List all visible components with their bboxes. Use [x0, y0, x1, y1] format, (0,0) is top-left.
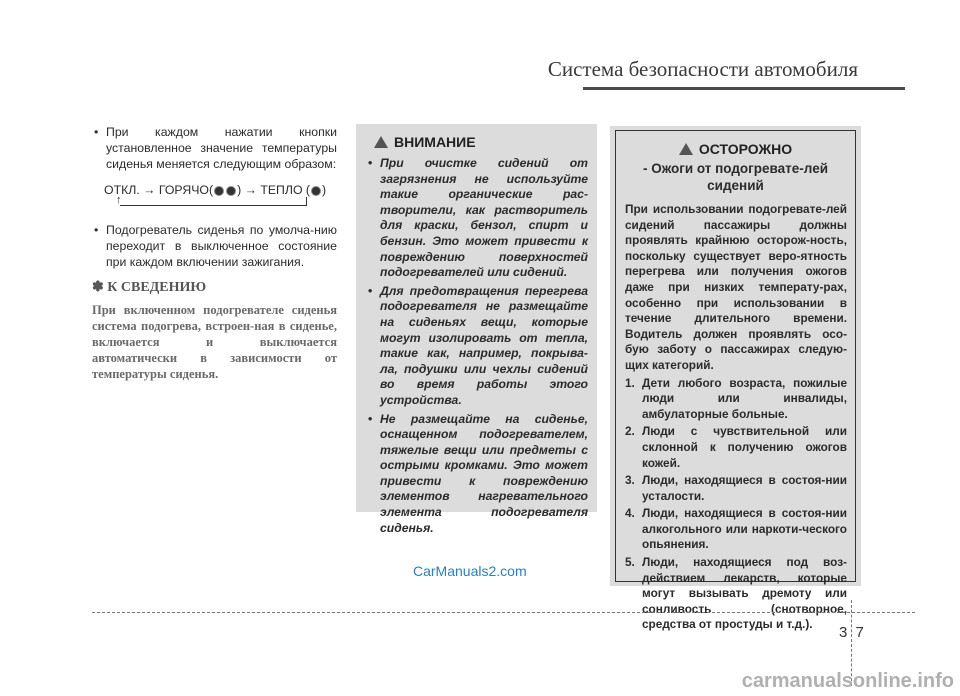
item-number: 3.	[625, 473, 635, 488]
warning-item	[625, 473, 847, 504]
item-text: Люди, находящиеся в состоя-нии усталости.	[642, 473, 847, 503]
sequence-line	[104, 182, 326, 198]
seq-close: )	[322, 183, 327, 197]
item-text: Люди, находящиеся в состоя-нии алкогольного или наркоти-ческого опьянения.	[642, 506, 847, 552]
warning-item	[625, 555, 847, 633]
seq-warm: ТЕПЛО (	[260, 183, 311, 197]
temperature-sequence	[92, 180, 337, 216]
loop-back-line	[120, 197, 307, 206]
bullet-default-off: • Подогреватель сиденья по умолча-нию переходит в выключенное состояние при каждом включении зажигания.	[92, 222, 337, 270]
footer-rule	[92, 612, 915, 613]
arrow-icon: →	[143, 183, 156, 197]
caution-item: • При очистке сидений от загрязнения не используйте такие органические рас-творители, как растворитель для краски, бензол, спирт и бензин. Это может привести к повреждению поверхностей подогревателей или сидений.	[368, 156, 588, 281]
header-rule	[583, 87, 905, 90]
caution-box	[356, 124, 597, 535]
up-arrow-icon: ↑	[116, 194, 122, 206]
warning-subtitle: - Ожоги от подогревате-лей сидений	[642, 161, 829, 193]
page-number	[839, 624, 866, 641]
item-number: 4.	[625, 506, 635, 521]
seat-heat-icon	[214, 186, 224, 196]
item-text: Дети любого возраста, пожилые люди или инвалиды, амбулаторные больные.	[642, 375, 847, 421]
item-text: Люди с чувствительной или склонной к получению ожогов кожей.	[642, 424, 847, 470]
warning-heading	[616, 141, 855, 158]
seq-off: ОТКЛ.	[104, 183, 140, 197]
warning-triangle-icon	[679, 143, 693, 155]
warning-frame	[615, 130, 856, 632]
seat-heat-icon	[226, 186, 236, 196]
warning-box	[610, 126, 861, 632]
caution-item: • Для предотвращения перегрева подогревателя не размещайте на сиденьях вещи, которые могут изолировать от тепла, такие как, например, покрыва-ла, подушки или чехлы сидений во время работы этого устройства.	[368, 284, 588, 409]
item-number: 1.	[625, 375, 635, 390]
item-number: 5.	[625, 555, 635, 570]
item-number: 2.	[625, 424, 635, 439]
seat-heat-icon	[311, 186, 321, 196]
caution-list	[368, 156, 588, 539]
caution-item: • Не размещайте на сиденье, оснащенном подогревателем, тяжелые вещи или предметы с острыми кромками. Это может привести к повреждению элементов нагревательного элемента подогревателя сиденья.	[368, 412, 588, 537]
bullet-button-press: • При каждом нажатии кнопки установленное значение температуры сиденья меняется следующим образом:	[92, 124, 337, 172]
item-text: Люди, находящиеся под воз-действием лекарств, которые могут вызывать дремоту или сонливость (снотворное, средства от простуды и т.д.).	[642, 555, 847, 632]
left-column	[92, 124, 337, 382]
seq-close: )	[237, 183, 242, 197]
page-index: 7	[855, 624, 866, 641]
warning-item	[625, 424, 847, 471]
warning-item	[625, 506, 847, 553]
warning-body	[625, 202, 847, 633]
caution-title: ВНИМАНИЕ	[394, 134, 476, 150]
warning-intro: При использовании подогревате-лей сидений пассажиры должны проявлять крайнюю осторож-ность, поскольку существует веро-ятность перегрева или получения ожогов даже при низких температу-рах, особенно при использовании в течение длительного времени. Водитель должен проявлять осо-бую заботу о пассажирах следую-щих категорий.	[625, 202, 847, 372]
seq-hot: ГОРЯЧО(	[158, 183, 214, 197]
info-title: ✽ К СВЕДЕНИЮ	[92, 280, 207, 295]
caution-heading	[374, 134, 476, 150]
warning-title: ОСТОРОЖНО	[698, 141, 793, 157]
warning-item	[625, 376, 847, 423]
arrow-icon: →	[244, 183, 257, 197]
page-section: 3	[839, 624, 850, 641]
section-title: Система безопасности автомобиля	[547, 57, 858, 81]
warning-triangle-icon	[374, 136, 388, 148]
info-body: При включенном подогревателе сиденья система подогрева, встроен-ная в сиденье, включается и выключается автоматически в зависимости от температуры сиденья.	[92, 303, 337, 381]
watermark-site: carmanualsonline.info	[741, 670, 954, 692]
watermark-link[interactable]: CarManuals2.com	[413, 563, 527, 579]
